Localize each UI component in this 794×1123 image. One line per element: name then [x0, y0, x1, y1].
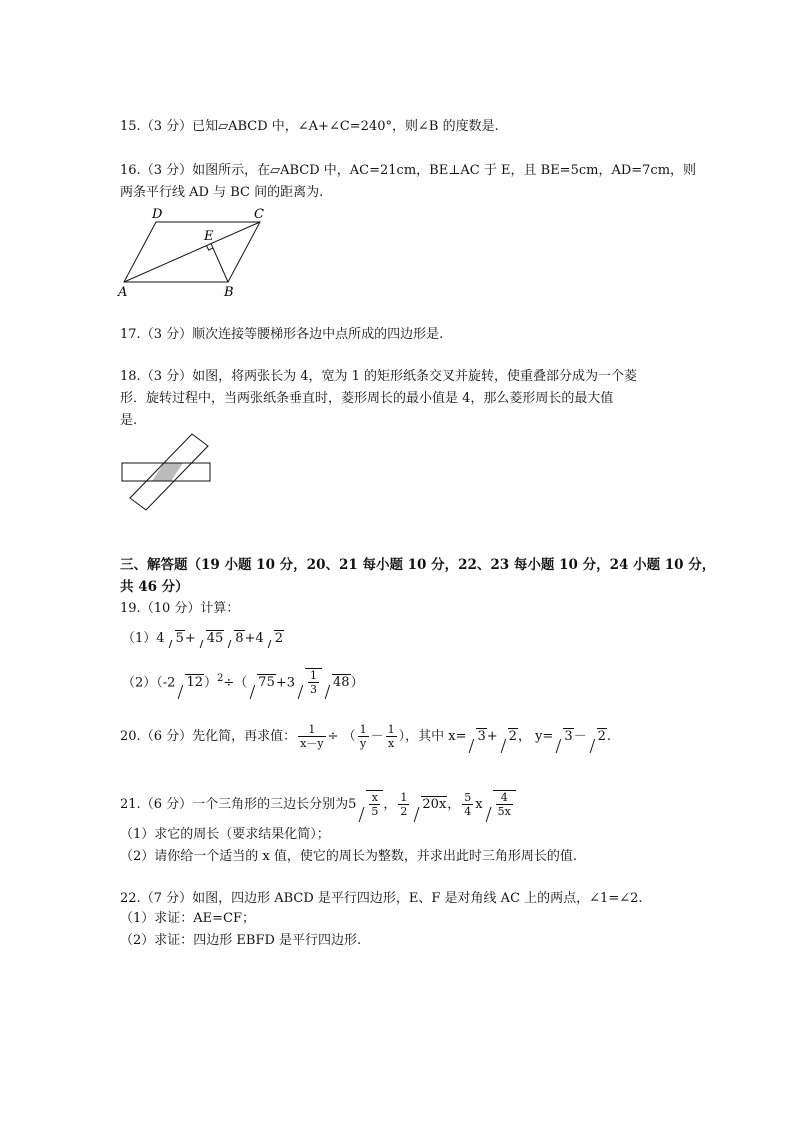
question-19-part-2: [122, 664, 364, 698]
question-17: [120, 326, 443, 344]
perpendicular-be: [211, 244, 228, 282]
label-b: B: [224, 285, 234, 300]
radical: 20x: [412, 788, 447, 822]
question-21-sub-1: （1）求它的周长（要求结果化简）；: [120, 827, 330, 842]
question-18-line-2: 形．旋转过程中，当两张纸条垂直时，菱形周长的最小值是 4，那么菱形周长的最大值: [120, 391, 614, 406]
part-label: （2）: [122, 675, 157, 691]
question-19-part-1: [122, 630, 284, 648]
fraction: $\frac{1}{y}$: [359, 723, 367, 750]
radical: [197, 630, 225, 648]
operator: ÷（: [223, 675, 248, 691]
label-e: E: [204, 229, 214, 244]
radical: [166, 630, 185, 648]
question-15: [120, 118, 499, 136]
radical: [296, 668, 322, 698]
question-score: （10 分）: [140, 601, 201, 616]
section-3-heading-line-1: 三、解答题（19 小题 10 分，20、21 每小题 10 分，22、23 每小题 10 分，24 小题 10 分，: [120, 557, 716, 573]
operator: ÷: [327, 729, 339, 744]
operator: －: [370, 729, 384, 744]
operator: ）: [398, 729, 406, 744]
separator: ，: [447, 797, 461, 812]
question-16-line-2: 两条平行线 AD 与 BC 间的距离为.: [120, 185, 324, 200]
condition-text: ，其中 x=: [405, 729, 467, 744]
radicand: 45: [206, 631, 224, 646]
section-3-heading-line-2: 共 46 分）: [120, 579, 189, 595]
operator: +: [486, 729, 498, 744]
question-score: （3 分）: [140, 119, 193, 134]
operator: （-2: [156, 675, 176, 691]
radical: 3: [554, 722, 573, 752]
diagonal-ac: [124, 222, 260, 282]
rhombus-overlap: [152, 463, 183, 481]
question-text: 先化简，再求值：: [192, 729, 297, 744]
operator: +: [184, 631, 196, 646]
operator: +4: [244, 631, 264, 646]
fraction: $\frac{1}{3}$: [310, 669, 318, 697]
radical: [357, 788, 383, 822]
question-number: 19.: [120, 601, 141, 616]
question-text: 计算：: [200, 601, 240, 616]
question-21-sub-2: （2）请你给一个适当的 x 值，使它的周长为整数，并求出此时三角形周长的值.: [120, 849, 578, 864]
question-score: （7 分）: [140, 891, 193, 906]
question-number: 22.: [120, 891, 141, 906]
radical: [176, 668, 204, 698]
radical: 2: [588, 722, 607, 752]
part-label: （1）: [122, 631, 157, 646]
operator: ）: [350, 675, 364, 691]
radicand: 5: [175, 631, 184, 646]
parallelogram-figure: [116, 204, 276, 300]
question-score: （3 分）: [140, 369, 193, 384]
radicand: 8: [235, 631, 244, 646]
label-d: D: [152, 207, 163, 222]
radical: [225, 630, 244, 648]
variable: x: [475, 797, 483, 812]
question-score: （6 分）: [140, 797, 193, 812]
question-number: 20.: [120, 729, 141, 744]
question-number: 16.: [120, 163, 141, 178]
question-19: [120, 600, 239, 618]
question-18-line-1: [120, 368, 637, 386]
separator: ，: [383, 797, 397, 812]
label-c: C: [254, 207, 264, 222]
question-number: 18.: [120, 369, 141, 384]
radical: [265, 630, 284, 648]
question-text: 已知▱ABCD 中，∠A+∠C=240°，则∠B 的度数是.: [192, 119, 499, 134]
condition-text: ， y=: [517, 729, 554, 744]
question-21: [120, 788, 516, 822]
question-text: 如图，四边形 ABCD 是平行四边形，E、F 是对角线 AC 上的两点，∠1=∠2.: [192, 891, 643, 906]
question-score: （3 分）: [140, 163, 193, 178]
fraction: $\frac{1}{2}$: [400, 791, 408, 818]
radical: [323, 668, 351, 698]
fraction: $\frac{1}{x}$: [387, 723, 395, 750]
fraction: $\frac{1}{x-y}$: [300, 723, 324, 750]
question-score: （6 分）: [140, 729, 193, 744]
exponent: 2: [217, 673, 224, 684]
question-text: 如图，将两张长为 4，宽为 1 的矩形纸条交叉并旋转，使重叠部分成为一个菱: [192, 369, 638, 384]
operator: ）: [204, 675, 218, 691]
label-a: A: [118, 285, 128, 300]
radical: 2: [499, 722, 518, 752]
question-number: 15.: [120, 119, 141, 134]
question-22: [120, 890, 643, 908]
radicand: 12: [186, 675, 203, 691]
coefficient: 4: [156, 631, 165, 646]
question-text: 如图所示，在▱ABCD 中，AC=21cm，BE⊥AC 于 E，且 BE=5cm，AD=7cm，则: [192, 163, 697, 178]
crossed-strips-figure: [118, 430, 214, 514]
question-16-line-1: [120, 162, 696, 180]
question-18-line-3: 是.: [120, 413, 138, 428]
question-text: 一个三角形的三边长分别为: [192, 797, 349, 812]
question-22-sub-2: （2）求证：四边形 EBFD 是平行四边形.: [120, 933, 362, 948]
coefficient: 5: [348, 797, 357, 812]
radical: [248, 668, 276, 698]
question-number: 17.: [120, 327, 141, 342]
radicand: 48: [333, 675, 350, 691]
question-number: 21.: [120, 797, 141, 812]
radicand: 2: [274, 631, 284, 646]
question-score: （3 分）: [140, 327, 193, 342]
fraction: $\frac{x}{5}$: [371, 791, 379, 818]
fraction: $\frac{4}{5x}$: [497, 791, 511, 818]
question-22-sub-1: （1）求证：AE=CF；: [120, 911, 256, 926]
operator: －: [573, 729, 587, 744]
radical: 3: [467, 722, 486, 752]
fraction: $\frac{5}{4}$: [464, 791, 472, 818]
radical: [484, 788, 516, 822]
radicand: 75: [258, 675, 275, 691]
operator: .: [606, 729, 612, 744]
operator: +3: [275, 675, 296, 691]
question-20: [120, 722, 611, 752]
question-text: 顺次连接等腰梯形各边中点所成的四边形是.: [192, 327, 444, 342]
operator: （: [342, 729, 356, 744]
